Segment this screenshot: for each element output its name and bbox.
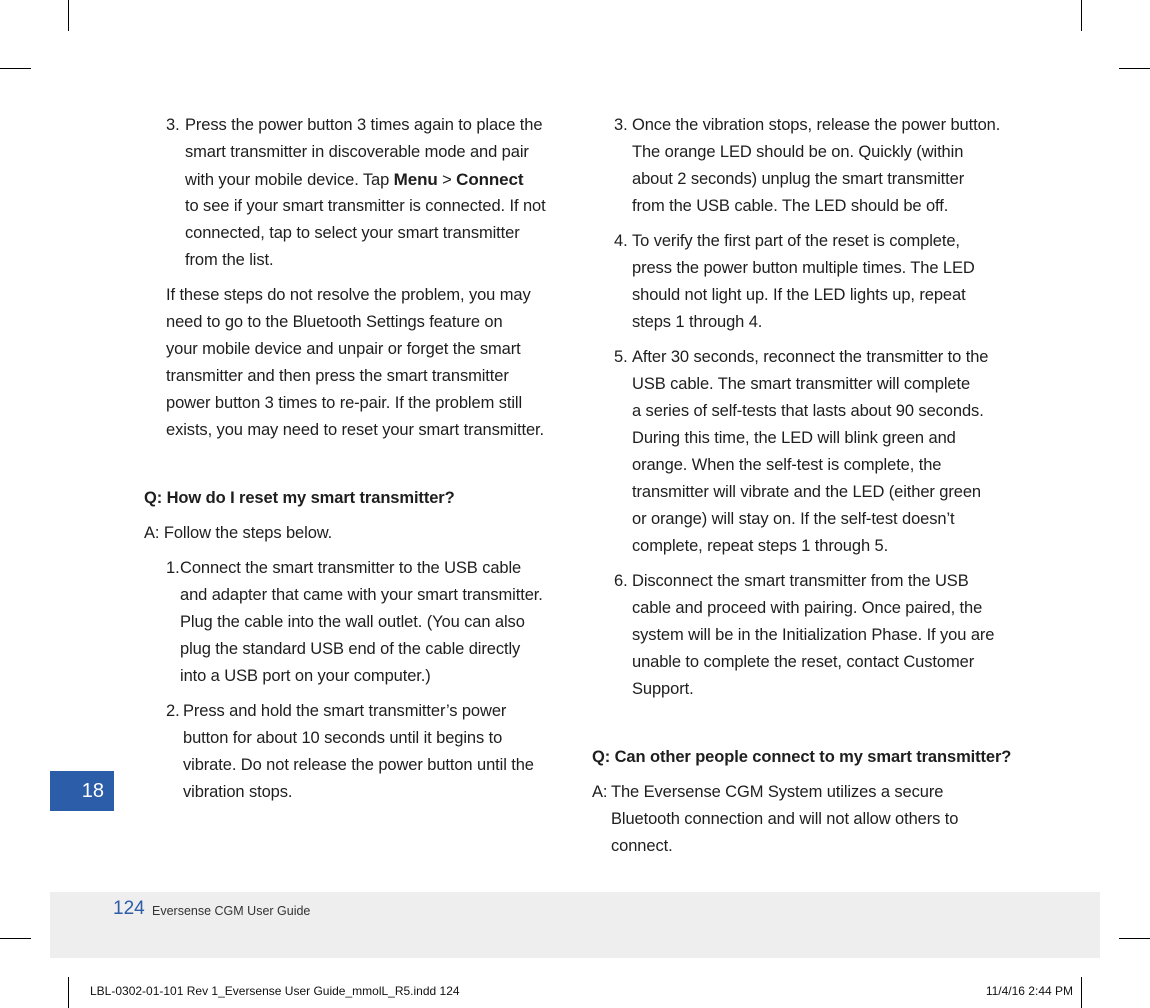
step-line (185, 166, 564, 193)
step-number: 3. (614, 116, 628, 134)
step-line: a series of self-tests that lasts about 90 seconds. (632, 402, 984, 420)
step-line: cable and proceed with pairing. Once paired, the (632, 599, 983, 617)
left-step-2 (144, 698, 564, 806)
step-line: Once the vibration stops, release the power button. (632, 116, 1001, 134)
step-number: 3. (166, 116, 180, 134)
step-line: vibration stops. (183, 783, 293, 801)
chapter-tab: 18 (50, 771, 114, 811)
step-line: from the USB cable. The LED should be off. (632, 197, 949, 215)
right-step-5 (592, 344, 1022, 560)
answer-line: The Eversense CGM System utilizes a secure (611, 783, 944, 801)
step-line: press the power button multiple times. The LED (632, 259, 975, 277)
step-line: system will be in the Initialization Phase. If you are (632, 626, 995, 644)
step-line: During this time, the LED will blink green and (632, 429, 956, 447)
step-line: Press and hold the smart transmitter’s power (183, 702, 507, 720)
step-line: complete, repeat steps 1 through 5. (632, 537, 889, 555)
step-line: Connect the smart transmitter to the USB cable (180, 559, 522, 577)
footer-band (50, 892, 1100, 958)
step-line: transmitter will vibrate and the LED (either green (632, 483, 981, 501)
step-line: Support. (632, 680, 694, 698)
step-line: After 30 seconds, reconnect the transmitter to the (632, 348, 989, 366)
answer-line: A: Follow the steps below. (144, 524, 333, 542)
step-line: into a USB port on your computer.) (180, 667, 431, 685)
slug-left: LBL-0302-01-101 Rev 1_Eversense User Guide_mmolL_R5.indd 124 (90, 984, 460, 998)
step-number: 5. (614, 348, 628, 366)
step-line: steps 1 through 4. (632, 313, 763, 331)
step-line: or orange) will stay on. If the self-test doesn’t (632, 510, 955, 528)
step-line: should not light up. If the LED lights up, repeat (632, 286, 966, 304)
paragraph-line: transmitter and then press the smart transmitter (166, 367, 509, 385)
step-number: 1. (166, 559, 180, 577)
left-step-3 (144, 112, 564, 274)
step-line: connected, tap to select your smart transmitter (185, 224, 520, 242)
crop-mark (68, 977, 69, 1008)
right-step-6 (592, 568, 1022, 703)
step-line-text: with your mobile device. Tap (185, 171, 390, 189)
step-line: Press the power button 3 times again to place the (185, 116, 543, 134)
step-number: 4. (614, 232, 628, 250)
step-line: from the list. (185, 251, 274, 269)
right-step-3 (592, 112, 1022, 220)
paragraph-line: your mobile device and unpair or forget the smart (166, 340, 521, 358)
step-line: and adapter that came with your smart transmitter. (180, 586, 543, 604)
step-line: plug the standard USB end of the cable directly (180, 640, 521, 658)
step-line: To verify the first part of the reset is complete, (632, 232, 960, 250)
answer-line: Bluetooth connection and will not allow others to (611, 810, 959, 828)
separator: > (442, 171, 452, 189)
step-line: USB cable. The smart transmitter will complete (632, 375, 971, 393)
connect-term: Connect (456, 170, 524, 189)
step-line: Plug the cable into the wall outlet. (You can also (180, 613, 525, 631)
menu-term: Menu (393, 170, 438, 189)
step-line: smart transmitter in discoverable mode and pair (185, 143, 529, 161)
left-column (144, 112, 564, 806)
page-number: 124 (113, 898, 145, 919)
answer-block (592, 779, 1022, 860)
troubleshoot-paragraph (144, 282, 564, 444)
guide-title: Eversense CGM User Guide (152, 904, 311, 918)
crop-mark (1081, 0, 1082, 31)
crop-mark (1119, 938, 1150, 939)
step-number: 2. (166, 702, 180, 720)
step-line: orange. When the self-test is complete, the (632, 456, 942, 474)
step-line: vibrate. Do not release the power button until the (183, 756, 534, 774)
step-line: about 2 seconds) unplug the smart transmitter (632, 170, 965, 188)
question-heading: Q: How do I reset my smart transmitter? (144, 489, 455, 507)
step-number: 6. (614, 572, 628, 590)
paragraph-line: power button 3 times to re-pair. If the problem still (166, 394, 523, 412)
step-line: Disconnect the smart transmitter from the USB (632, 572, 969, 590)
step-line: The orange LED should be on. Quickly (within (632, 143, 964, 161)
paragraph-line: need to go to the Bluetooth Settings feature on (166, 313, 503, 331)
question-heading: Q: Can other people connect to my smart transmitter? (592, 748, 1012, 766)
right-step-4 (592, 228, 1022, 336)
left-step-1 (144, 555, 564, 690)
answer-prefix: A: (592, 783, 608, 801)
answer-line: connect. (611, 837, 673, 855)
crop-mark (1119, 68, 1150, 69)
crop-mark (68, 0, 69, 31)
crop-mark (1081, 977, 1082, 1008)
slug-right: 11/4/16 2:44 PM (985, 984, 1073, 998)
step-line: unable to complete the reset, contact Customer (632, 653, 975, 671)
paragraph-line: If these steps do not resolve the problem, you may (166, 286, 531, 304)
step-line: button for about 10 seconds until it begins to (183, 729, 503, 747)
step-line: to see if your smart transmitter is connected. If not (185, 197, 546, 215)
crop-mark (0, 938, 31, 939)
crop-mark (0, 68, 31, 69)
paragraph-line: exists, you may need to reset your smart transmitter. (166, 421, 545, 439)
right-column (592, 112, 1022, 860)
